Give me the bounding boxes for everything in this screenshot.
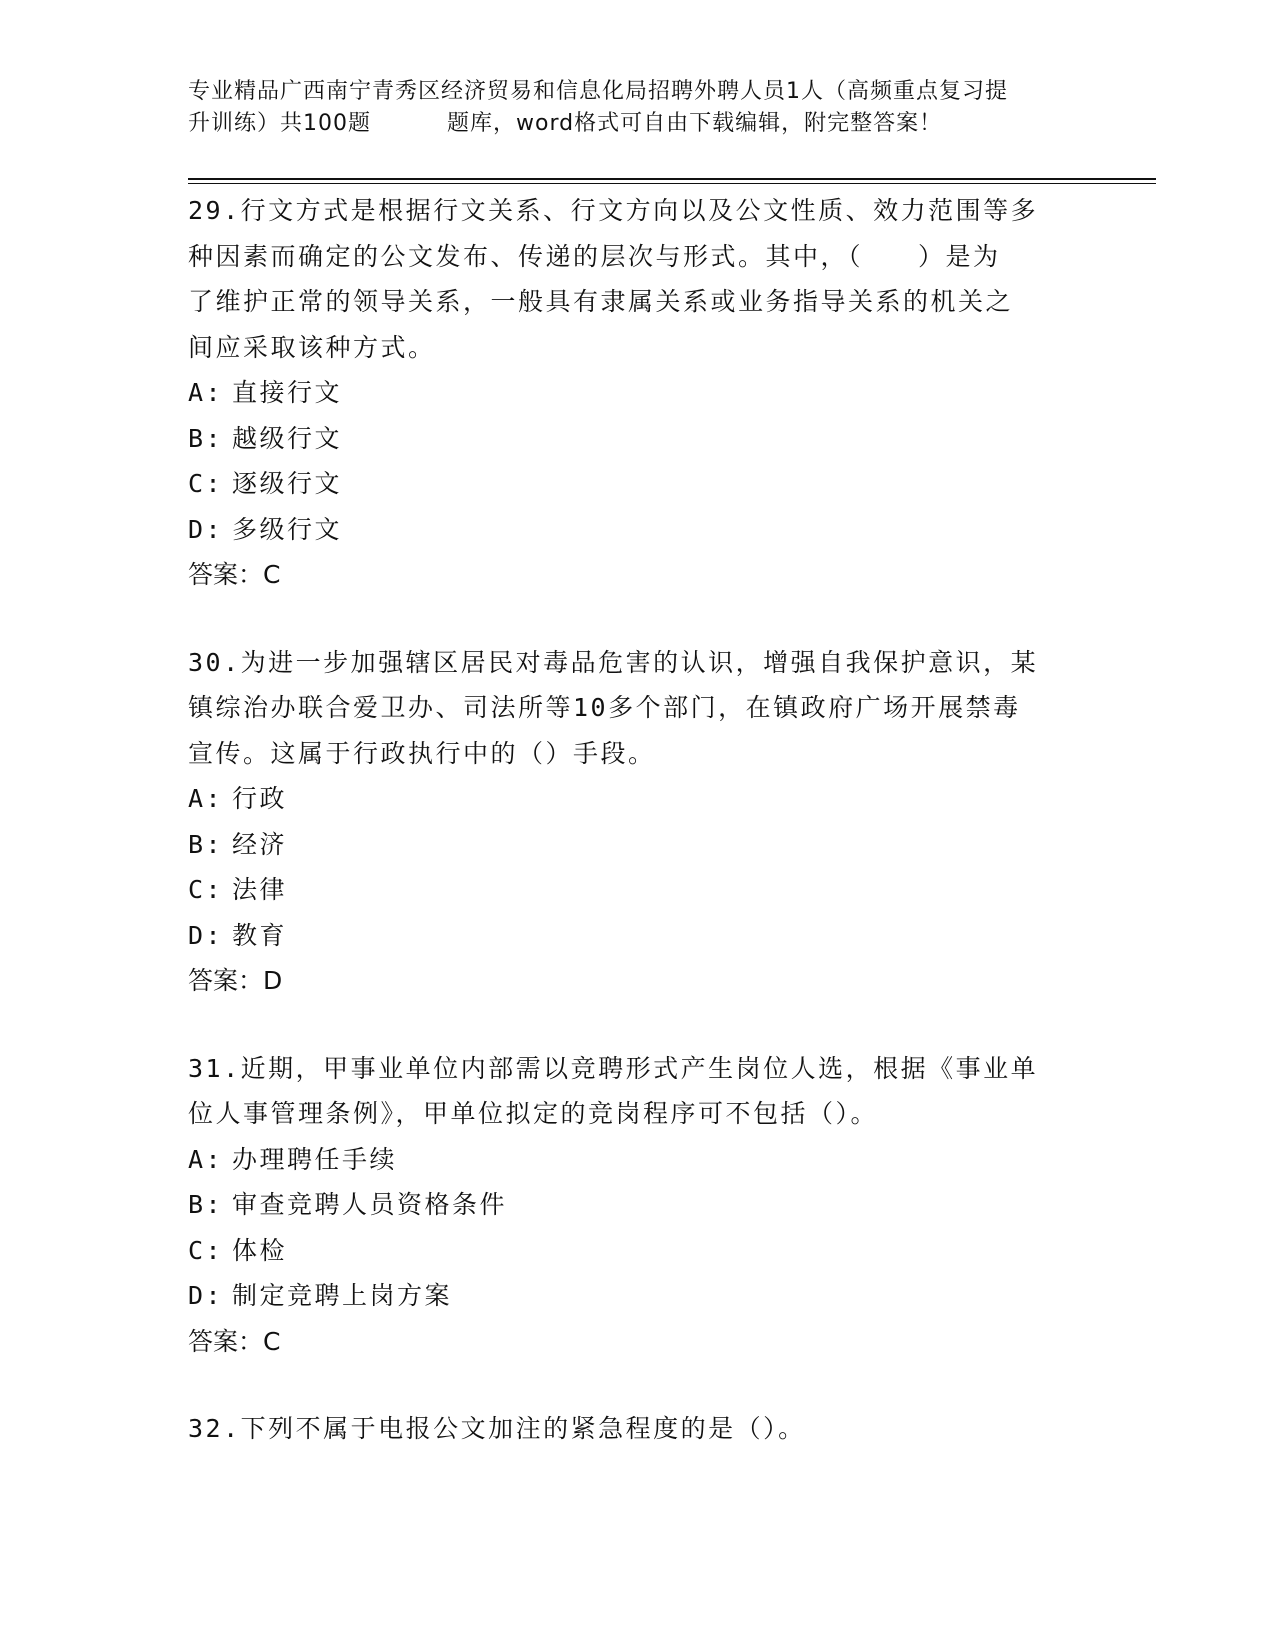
option-c [188, 867, 1088, 913]
option-text: 行政 [232, 784, 288, 813]
option-a [188, 1137, 1088, 1183]
option-key: C: [188, 469, 224, 498]
question-30 [188, 640, 1088, 1004]
option-b [188, 1182, 1088, 1228]
question-stem-line: 32.下列不属于电报公文加注的紧急程度的是（）。 [188, 1414, 806, 1443]
option-key: A: [188, 784, 224, 813]
option-key: C: [188, 1235, 224, 1265]
option-a [188, 370, 1088, 416]
header-divider-thin [188, 183, 1156, 184]
option-b [188, 416, 1088, 462]
answer-line: 答案：D [188, 966, 283, 995]
option-key: A: [188, 378, 224, 407]
question-stem-line: 宣传。这属于行政执行中的（）手段。 [188, 738, 656, 768]
header-divider-thick [188, 178, 1156, 180]
option-key: B: [188, 1190, 224, 1219]
option-text: 审查竞聘人员资格条件 [232, 1190, 508, 1219]
option-key: C: [188, 875, 224, 904]
option-text: 体检 [232, 1235, 288, 1265]
question-stem-line: 31.近期，甲事业单位内部需以竞聘形式产生岗位人选，根据《事业单 [188, 1053, 1039, 1083]
question-list [188, 188, 1088, 1494]
option-text: 越级行文 [232, 423, 343, 453]
document-header [188, 76, 1088, 140]
question-stem-line: 位人事管理条例》，甲单位拟定的竞岗程序可不包括（）。 [188, 1099, 879, 1128]
question-stem-line: 镇综治办联合爱卫办、司法所等10多个部门，在镇政府广场开展禁毒 [188, 693, 1021, 722]
option-text: 逐级行文 [232, 469, 343, 498]
option-text: 经济 [232, 829, 288, 859]
option-c [188, 1228, 1088, 1274]
header-line-2 [188, 108, 1088, 140]
option-key: D: [188, 920, 224, 950]
header-line-1: 专业精品广西南宁青秀区经济贸易和信息化局招聘外聘人员1人（高频重点复习提 [188, 79, 1008, 104]
option-text: 法律 [232, 875, 288, 904]
option-text: 办理聘任手续 [232, 1144, 398, 1174]
option-key: D: [188, 1281, 224, 1310]
question-stem-line: 29.行文方式是根据行文关系、行文方向以及公文性质、效力范围等多 [188, 196, 1039, 225]
header-line-2-right: 题库，word格式可自由下载编辑，附完整答案！ [447, 111, 943, 136]
option-key: A: [188, 1144, 224, 1174]
question-stem-line: 30.为进一步加强辖区居民对毒品危害的认识，增强自我保护意识，某 [188, 647, 1039, 677]
answer-line: 答案：C [188, 560, 281, 589]
option-text: 多级行文 [232, 514, 343, 544]
option-d [188, 913, 1088, 959]
option-text: 直接行文 [232, 378, 343, 407]
option-b [188, 822, 1088, 868]
option-text: 制定竞聘上岗方案 [232, 1281, 453, 1310]
option-key: B: [188, 829, 224, 859]
option-c [188, 461, 1088, 507]
answer-line: 答案：C [188, 1326, 281, 1356]
question-stem-line: 了维护正常的领导关系，一般具有隶属关系或业务指导关系的机关之 [188, 287, 1014, 316]
option-d [188, 507, 1088, 553]
option-d [188, 1273, 1088, 1319]
question-31 [188, 1046, 1088, 1365]
question-32 [188, 1406, 1088, 1452]
option-a [188, 776, 1088, 822]
option-key: D: [188, 514, 224, 544]
question-stem-line: 间应采取该种方式。 [188, 332, 436, 362]
option-text: 教育 [232, 920, 288, 950]
question-29 [188, 188, 1088, 598]
option-key: B: [188, 423, 224, 453]
question-stem-line: 种因素而确定的公文发布、传递的层次与形式。其中，（ ）是为 [188, 241, 1001, 271]
header-line-2-left: 升训练）共100题 [188, 111, 371, 136]
